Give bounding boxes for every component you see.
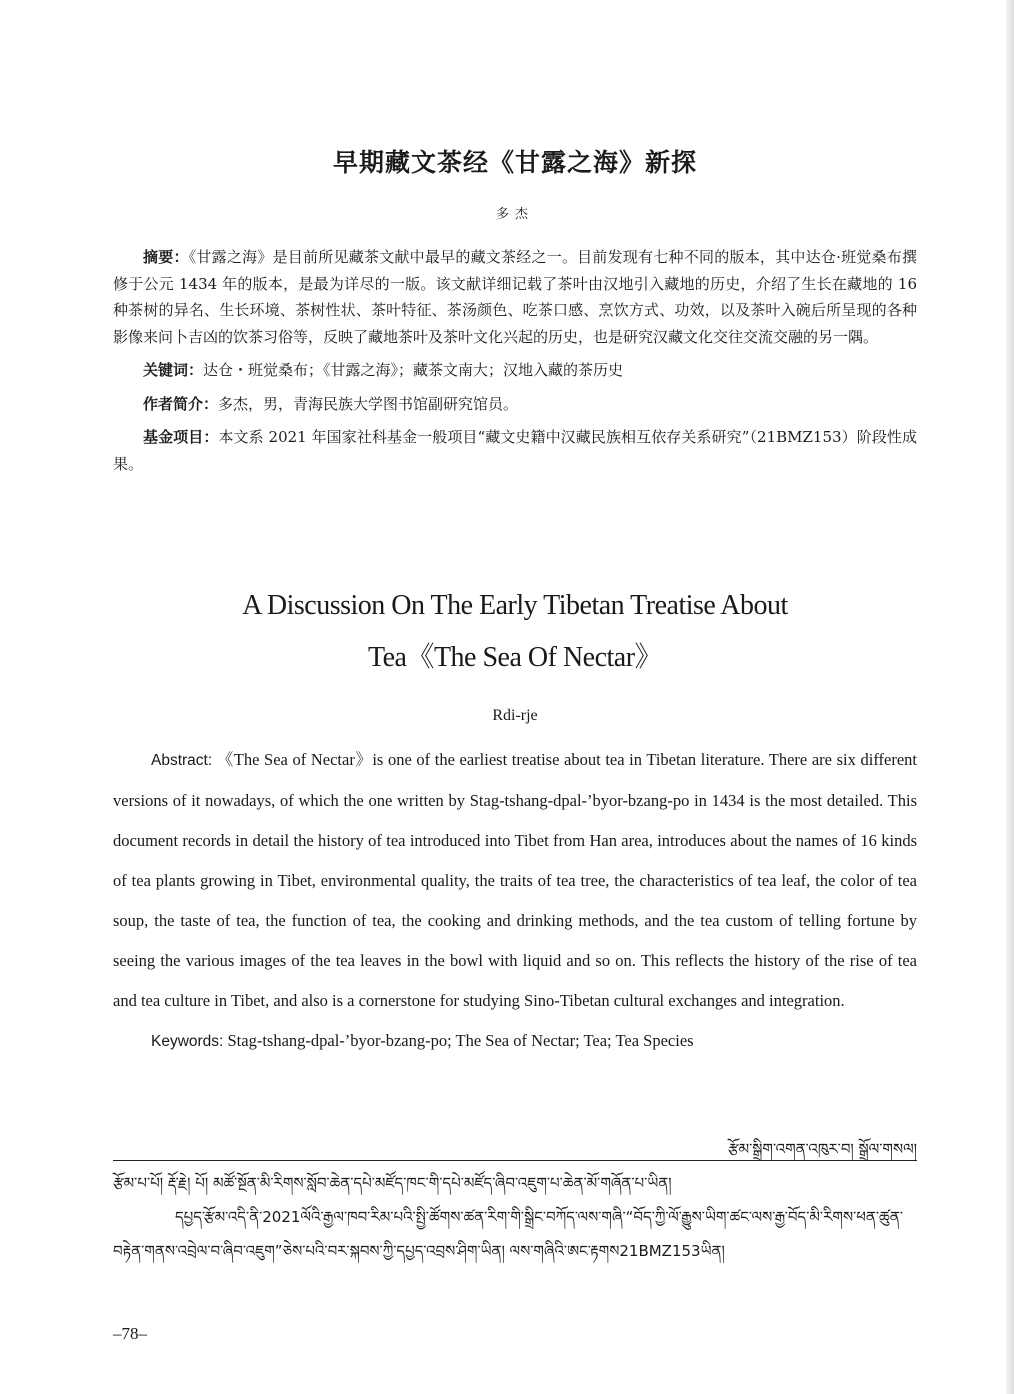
chinese-author: 多杰 xyxy=(495,207,534,222)
page-edge-shadow xyxy=(1006,0,1014,1394)
chinese-author-bio-text: 多杰，男，青海民族大学图书馆副研究馆员。 xyxy=(218,394,519,413)
page-number: –78– xyxy=(113,1324,147,1343)
chinese-keywords xyxy=(113,357,917,384)
english-abstract-label: Abstract: xyxy=(151,752,213,769)
english-title-line2: Tea《The Sea Of Nectar》 xyxy=(367,642,663,673)
chinese-keywords-label: 关键词： xyxy=(143,361,204,379)
english-keywords-label: Keywords: xyxy=(151,1033,224,1050)
chinese-front-matter xyxy=(113,244,917,477)
english-title xyxy=(113,580,917,684)
chinese-fund-label: 基金项目： xyxy=(143,428,219,446)
chinese-abstract xyxy=(113,244,917,350)
chinese-fund xyxy=(113,424,917,477)
english-title-line1: A Discussion On The Early Tibetan Treatise About xyxy=(242,590,788,621)
chinese-abstract-text: 《甘露之海》是目前所见藏茶文献中最早的藏文茶经之一。目前发现有七种不同的版本，其中达仓·班觉桑布撰修于公元 1434 年的版本，是最为详尽的一版。该文献详细记载了茶叶由汉地引入藏地的历史，介绍了生长在藏地的 16 种茶树的异名、生长环境、茶树性状、茶叶特征、茶汤颜色、吃茶口感、烹饮方式、功效，以及茶叶入碗后所呈现的各种影像来问卜吉凶的饮茶习俗等，反映了藏地茶叶及茶叶文化兴起的历史，也是研究汉藏文化交往交流交融的另一隅。 xyxy=(113,248,917,346)
tibetan-editor-credit: རྩོམ་སྒྲིག་འགན་འཁུར་བ། སྒྲོལ་གསལ། xyxy=(727,1140,917,1158)
chinese-author-bio xyxy=(113,391,917,418)
chinese-title: 早期藏文茶经《甘露之海》新探 xyxy=(332,148,697,177)
chinese-author-bio-label: 作者简介： xyxy=(143,394,219,413)
chinese-fund-text: 本文系 2021 年国家社科基金一般项目“藏文史籍中汉藏民族相互依存关系研究”（21BMZ153）阶段性成果。 xyxy=(113,428,917,473)
divider-rule xyxy=(113,1160,917,1161)
english-keywords-text: Stag-tshang-dpal-’byor-bzang-po; The Sea of Nectar; Tea; Tea Species xyxy=(223,1031,694,1050)
tibetan-footnote-line2: དཔྱད་རྩོམ་འདི་ནི་2021ལོའི་རྒྱལ་ཁབ་རིམ་པའི་སྤྱི་ཚོགས་ཚན་རིག་གི་སྒྲིང་བཀོད་ལས་གཞི་“བོད་ཀྱི་ལོ་རྒྱུས་ཡིག་ཚང་ལས་རྒྱ་བོད་མི་རིགས་ཕན་ཚུན་བརྟེན་གནས་འབྲེལ་བ་ཞིབ་འཇུག”ཅེས་པའི་བར་སྐབས་ཀྱི་དཔྱད་འབྲས་ཤིག་ཡིན། ལས་གཞིའི་ཨང་རྟགས21BMZ153ཡིན། xyxy=(113,1208,903,1260)
tibetan-footnote xyxy=(113,1166,917,1268)
english-abstract xyxy=(113,740,917,1021)
english-abstract-block xyxy=(113,740,917,1062)
chinese-abstract-label: 摘要： xyxy=(143,248,189,266)
english-keywords xyxy=(113,1021,917,1062)
chinese-keywords-text: 达仓・班觉桑布；《甘露之海》；藏茶文南大；汉地入藏的茶历史 xyxy=(203,361,624,379)
english-author: Rdi-rje xyxy=(492,707,538,724)
english-abstract-text: 《The Sea of Nectar》is one of the earliest treatise about tea in Tibetan literature. There are six different versions of it nowadays, of which the one written by Stag-tshang-dpal-’byor-bzang-po in 1434 is the most detailed. This document records in detail the history of tea introduced into Tibet from Han area, introduces about the names of 16 kinds of tea plants growing in Tibet, environmental quality, the traits of tea tree, the characteristics of tea leaf, the color of tea soup, the taste of tea, the function of tea, the cooking and drinking methods, and the tea custom of telling fortune by seeing the various images of the tea leaves in the bowl with liquid and so on. This reflects the history of the rise of tea and tea culture in Tibet, and also is a cornerstone for studying Sino-Tibetan cultural exchanges and integration. xyxy=(113,750,917,1010)
tibetan-footnote-line1: རྩོམ་པ་པོ། རྡོ་རྗེ། པོ། མཚོ་སྔོན་མི་རིགས་སློབ་ཆེན་དཔེ་མཛོད་ཁང་གི་དཔེ་མཛོད་ཞིབ་འཇུག་པ་ཆེན་མོ་གཞོན་པ་ཡིན། xyxy=(113,1174,672,1192)
